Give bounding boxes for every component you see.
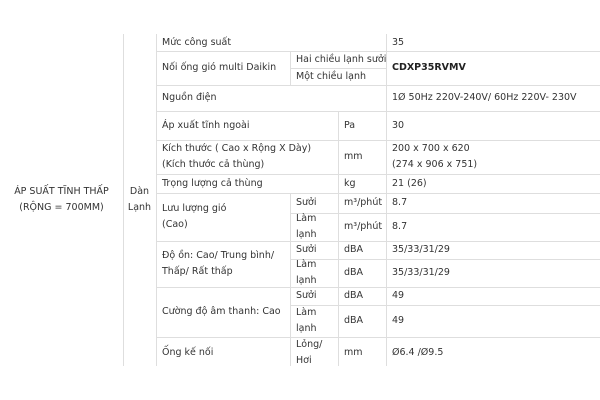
dimensions-label-line2: (Kích thước cả thùng) — [162, 159, 265, 170]
dimensions-label — [156, 140, 338, 174]
sound-power-cool-value: 49 — [392, 315, 405, 326]
pipe-mode-line2: Hơi — [296, 355, 312, 366]
unit-type-cell — [123, 34, 156, 366]
noise-heat-mode: Sưởi — [296, 244, 317, 255]
pressure-label: Áp xuất tĩnh ngoài — [162, 119, 250, 131]
airflow-heat-value: 8.7 — [392, 197, 408, 208]
sound-power-heat-unit: dBA — [344, 290, 364, 301]
noise-cool-unit: dBA — [344, 267, 364, 278]
multi-label: Nối ống gió multi Daikin — [162, 62, 277, 73]
pipe-mode-line1: Lỏng/ — [296, 339, 323, 350]
dimensions-value-line1: 200 x 700 x 620 — [392, 143, 470, 154]
sound-power-heat-mode: Sưởi — [296, 290, 317, 301]
noise-cool-value: 35/33/31/29 — [392, 267, 450, 278]
category-label: ÁP SUẤT TĨNH THẤP — [14, 186, 109, 197]
noise-heat-unit: dBA — [344, 244, 364, 255]
noise-label-line2: Thấp/ Rất thấp — [162, 266, 233, 277]
airflow-cool-unit: m³/phút — [344, 221, 383, 232]
airflow-cool-value: 8.7 — [392, 221, 408, 232]
noise-cool-mode-line2: lạnh — [296, 275, 317, 286]
airflow-label-line1: Lưu lượng gió — [162, 203, 227, 214]
multi-option-heat-cool: Hai chiều lạnh sưởi — [296, 53, 387, 65]
noise-cool-mode-line1: Làm — [296, 259, 317, 270]
power-value: 1Ø 50Hz 220V-240V/ 60Hz 220V- 230V — [392, 92, 577, 103]
model-code: CDXP35RVMV — [392, 62, 466, 73]
airflow-label-line2: (Cao) — [162, 219, 188, 230]
category-cell — [0, 34, 123, 366]
capacity-label: Mức công suất — [162, 36, 232, 48]
dimensions-value-line2: (274 x 906 x 751) — [392, 159, 478, 170]
noise-cool-mode — [290, 259, 338, 287]
power-label: Nguồn điện — [162, 92, 217, 103]
dimensions-label-line1: Kích thước ( Cao x Rộng X Dày) — [162, 143, 312, 154]
width-note: (RỘNG = 700MM) — [19, 202, 104, 213]
pipe-mode — [290, 337, 338, 369]
pipe-value: Ø6.4 /Ø9.5 — [392, 347, 444, 358]
airflow-heat-mode: Sưởi — [296, 197, 317, 208]
dimensions-value — [386, 140, 600, 174]
airflow-label — [156, 193, 290, 241]
noise-label-line1: Độ ồn: Cao/ Trung bình/ — [162, 250, 275, 261]
pipe-label: Ống kế nối — [162, 347, 214, 358]
multi-option-cool-only: Một chiều lạnh — [296, 70, 367, 82]
weight-label: Trọng lượng cả thùng — [162, 177, 263, 189]
airflow-heat-unit: m³/phút — [344, 197, 383, 208]
airflow-cool-mode-line2: lạnh — [296, 229, 317, 240]
sound-power-heat-value: 49 — [392, 290, 405, 301]
capacity-value: 35 — [392, 36, 405, 48]
weight-unit: kg — [344, 177, 356, 189]
airflow-cool-mode — [290, 213, 338, 241]
weight-value: 21 (26) — [392, 177, 427, 189]
unit-type-line1: Dàn — [129, 186, 150, 197]
pressure-unit: Pa — [344, 119, 356, 131]
unit-type-line2: Lạnh — [127, 202, 152, 213]
sound-power-cool-mode-line2: lạnh — [296, 323, 317, 334]
sound-power-cool-mode-line1: Làm — [296, 307, 317, 318]
sound-power-cool-mode — [290, 305, 338, 337]
pipe-unit: mm — [344, 347, 363, 358]
airflow-cool-mode-line1: Làm — [296, 213, 317, 224]
sound-power-label: Cường độ âm thanh: Cao — [162, 306, 281, 317]
dimensions-unit: mm — [344, 151, 363, 162]
sound-power-cool-unit: dBA — [344, 315, 364, 326]
noise-label — [156, 241, 290, 287]
pressure-value: 30 — [392, 119, 405, 131]
noise-heat-value: 35/33/31/29 — [392, 244, 450, 255]
